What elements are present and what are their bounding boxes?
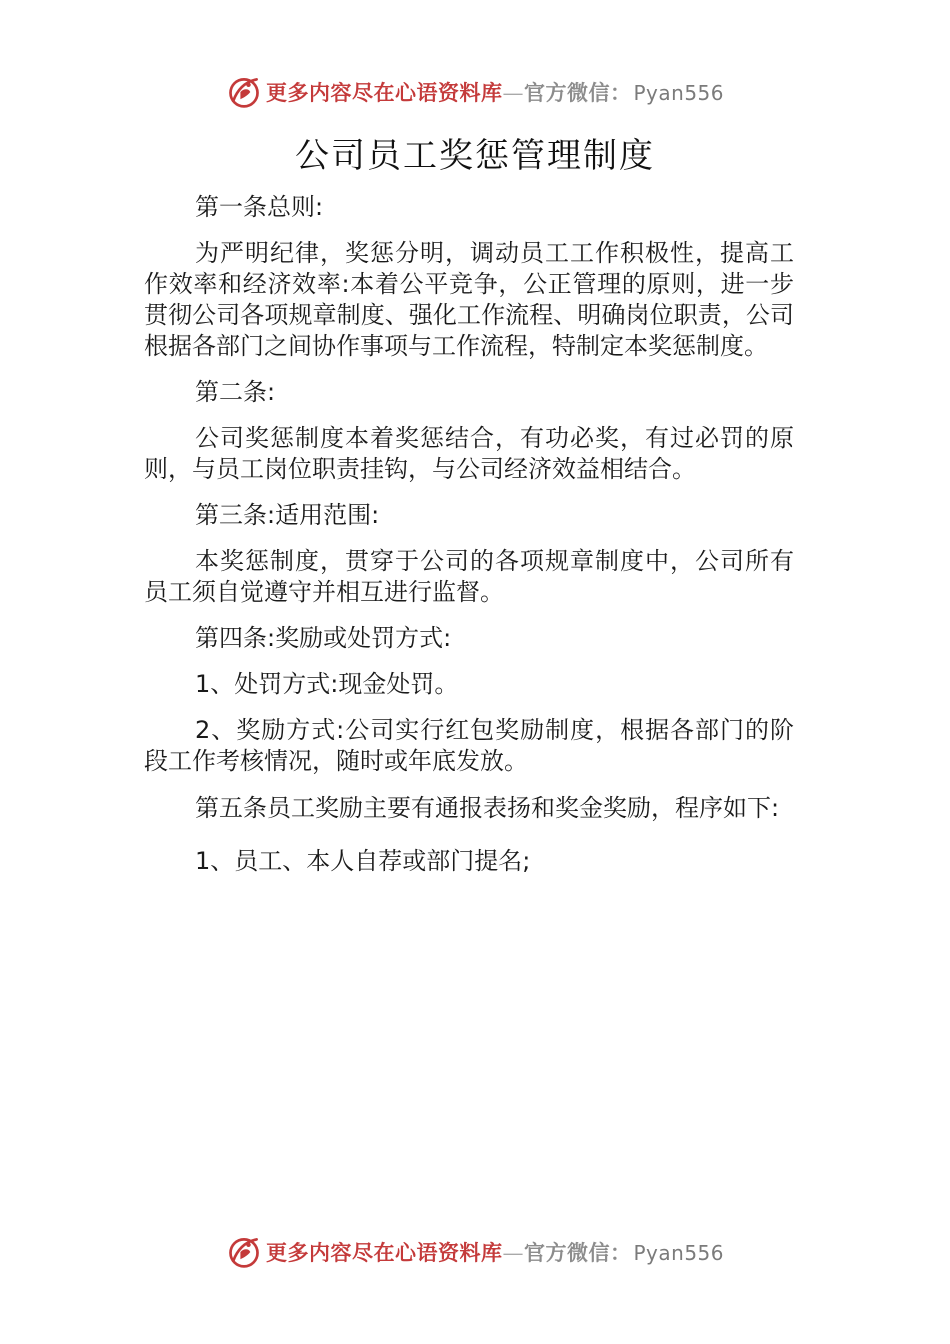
paragraph-article-4-item-1: 1、处罚方式:现金处罚。 [195,670,459,698]
wechat-id: Pyan556 [633,1241,724,1265]
paragraph-article-2-heading: 第二条: [195,378,276,406]
page-title: 公司员工奖惩管理制度 [295,136,655,176]
paragraph-article-4-heading: 第四条:奖励或处罚方式: [195,624,452,652]
paragraph-article-4-item-2: 2、奖励方式:公司实行红包奖励制度，根据各部门的阶段工作考核情况，随时或年底发放。 [144,716,794,775]
paragraph-article-2-body: 公司奖惩制度本着奖惩结合，有功必奖，有过必罚的原则，与员工岗位职责挂钩，与公司经济效益相结合。 [144,424,794,483]
watermark-banner-bottom [0,1232,950,1272]
brand-logo-icon [226,74,262,110]
brand-logo-icon [226,1234,262,1270]
paragraph-article-5-item-1: 1、员工、本人自荐或部门提名; [195,847,531,875]
wechat-id: Pyan556 [633,81,724,105]
watermark-text: 更多内容尽在心语资料库—官方微信： Pyan556 [265,80,724,105]
watermark-text: 更多内容尽在心语资料库—官方微信： Pyan556 [265,1240,724,1265]
paragraph-article-1-heading: 第一条总则: [195,193,324,221]
paragraph-article-3-heading: 第三条:适用范围: [195,501,380,529]
watermark-banner-top [0,72,950,112]
paragraph-article-1-body: 为严明纪律，奖惩分明，调动员工工作积极性，提高工作效率和经济效率:本着公平竞争，公正管理的原则，进一步贯彻公司各项规章制度、强化工作流程、明确岗位职责，公司根据各部门之间协作事项与工作流程，特制定本奖惩制度。 [144,239,794,360]
paragraph-article-3-body: 本奖惩制度，贯穿于公司的各项规章制度中，公司所有员工须自觉遵守并相互进行监督。 [144,547,794,606]
paragraph-article-5-heading: 第五条员工奖励主要有通报表扬和奖金奖励，程序如下: [195,794,780,822]
document-body [144,188,794,877]
